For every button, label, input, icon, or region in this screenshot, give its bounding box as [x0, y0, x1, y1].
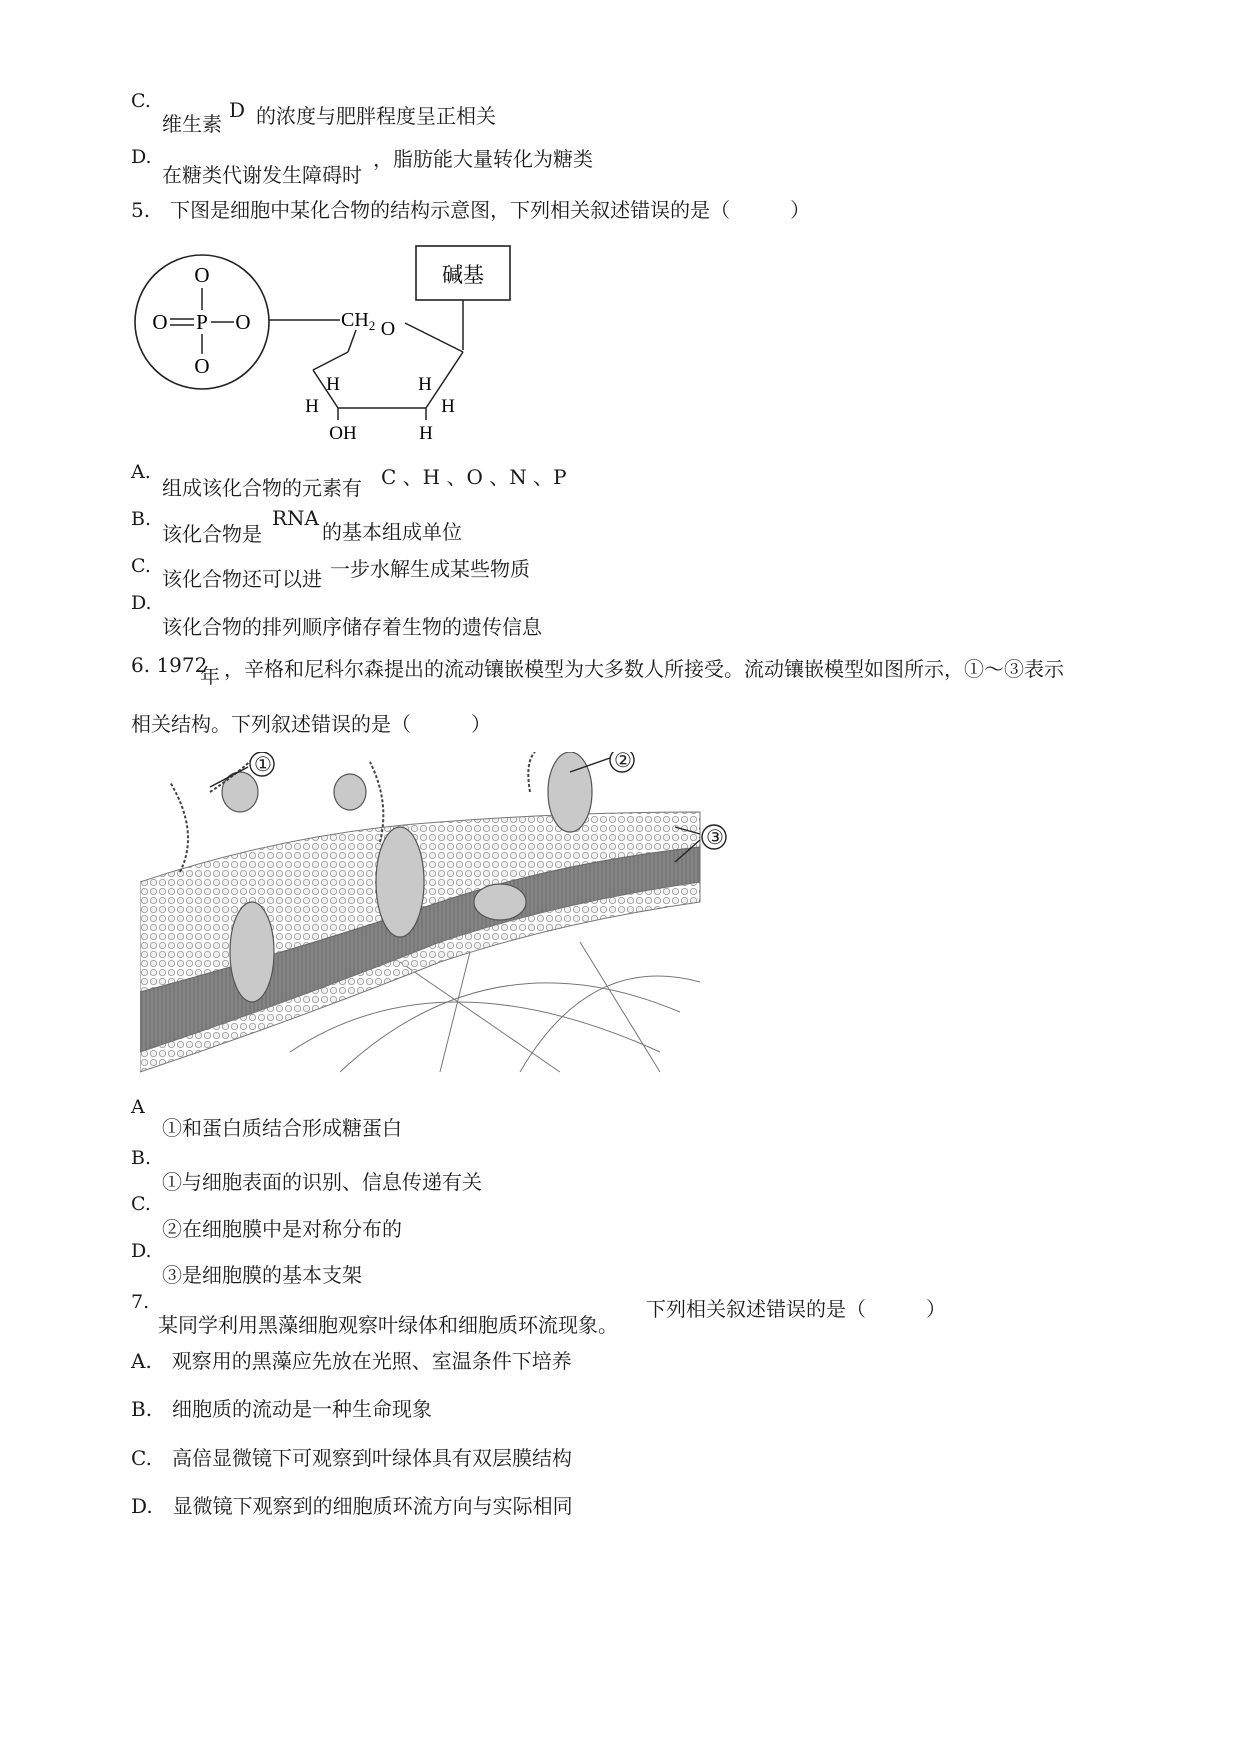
q5-option-d-label: D.: [131, 592, 152, 614]
h-bottom: H: [419, 423, 433, 444]
q6-option-d-label: D.: [131, 1240, 152, 1262]
h-right-inner: H: [418, 374, 432, 395]
q5-option-a-label: A.: [131, 461, 151, 483]
q4-option-c-raised: D: [229, 98, 246, 122]
oh-group: OH: [329, 423, 357, 444]
q4-option-c-text-2: 的浓度与肥胖程度呈正相关: [256, 104, 496, 128]
q7-option-a: A. 观察用的黑藻应先放在光照、室温条件下培养: [131, 1349, 572, 1373]
q5-option-b-text-3: 的基本组成单位: [322, 520, 462, 544]
h-left-outer: H: [305, 396, 319, 417]
q6-stem-line2: 相关结构。下列叙述错误的是（ ）: [131, 712, 491, 736]
q6-option-c-text: ②在细胞膜中是对称分布的: [162, 1217, 402, 1241]
q7-stem-part1: 某同学利用黑藻细胞观察叶绿体和细胞质环流现象。: [158, 1313, 618, 1337]
q5-option-a-text-2: C 、H 、O 、N 、P: [381, 465, 567, 489]
phosphate-p: P: [196, 310, 208, 334]
q6-stem-year: 6. 1972: [131, 653, 208, 677]
h-right-outer: H: [441, 396, 455, 417]
nucleotide-structure-figure: [130, 240, 530, 450]
q6-stem-text: ，辛格和尼科尔森提出的流动镶嵌模型为大多数人所接受。流动镶嵌模型如图所示，①～③表示: [224, 657, 1064, 681]
ch2-group: $CH_2$: [341, 309, 376, 333]
phosphate-o-top: O: [194, 263, 210, 287]
q7-option-b: B. 细胞质的流动是一种生命现象: [131, 1397, 433, 1421]
q6-option-a-text: ①和蛋白质结合形成糖蛋白: [162, 1116, 402, 1140]
q6-option-c-label: C.: [131, 1193, 151, 1215]
q6-stem-nian: 年: [200, 664, 220, 688]
q5-option-b-label: B.: [131, 508, 152, 530]
base-box-label: 碱基: [442, 263, 484, 287]
h-left-inner: H: [326, 374, 340, 395]
q7-option-d: D. 显微镜下观察到的细胞质环流方向与实际相同: [131, 1494, 573, 1518]
q7-number: 7.: [131, 1291, 150, 1313]
q4-option-d-text-2: ，脂肪能大量转化为糖类: [373, 147, 593, 171]
fluid-mosaic-membrane-figure: [140, 752, 740, 1082]
q5-option-b-text-1: 该化合物是: [162, 522, 262, 546]
q4-option-c-text-1: 维生素: [162, 112, 222, 136]
q6-option-b-label: B.: [131, 1147, 152, 1169]
q5-option-d-text: 该化合物的排列顺序储存着生物的遗传信息: [162, 615, 542, 639]
phosphate-o-left: O: [152, 310, 168, 334]
phosphate-o-right: O: [235, 310, 251, 334]
q4-option-c-label: C.: [131, 90, 151, 112]
q5-option-a-text-1: 组成该化合物的元素有: [162, 476, 362, 500]
svg-text:③: ③: [706, 827, 724, 849]
q4-option-d-label: D.: [131, 146, 152, 168]
svg-text:①: ①: [254, 754, 272, 776]
q5-option-c-text-2: 一步水解生成某些物质: [330, 557, 530, 581]
q6-option-d-text: ③是细胞膜的基本支架: [162, 1263, 362, 1287]
ring-oxygen: O: [380, 318, 396, 340]
q6-option-b-text: ①与细胞表面的识别、信息传递有关: [162, 1170, 482, 1194]
q7-option-c: C. 高倍显微镜下可观察到叶绿体具有双层膜结构: [131, 1446, 572, 1470]
q4-option-d-text-1: 在糖类代谢发生障碍时: [162, 163, 362, 187]
q5-stem: 5. 下图是细胞中某化合物的结构示意图，下列相关叙述错误的是（ ）: [131, 198, 811, 222]
q5-option-c-text-1: 该化合物还可以进: [162, 567, 322, 591]
q5-option-b-text-2: RNA: [272, 506, 320, 530]
q6-option-a-label: A: [131, 1096, 145, 1118]
svg-text:②: ②: [614, 752, 632, 772]
q5-option-c-label: C.: [131, 555, 151, 577]
phosphate-o-bottom: O: [194, 354, 210, 378]
q7-stem-part2: 下列相关叙述错误的是（ ）: [646, 1297, 946, 1321]
